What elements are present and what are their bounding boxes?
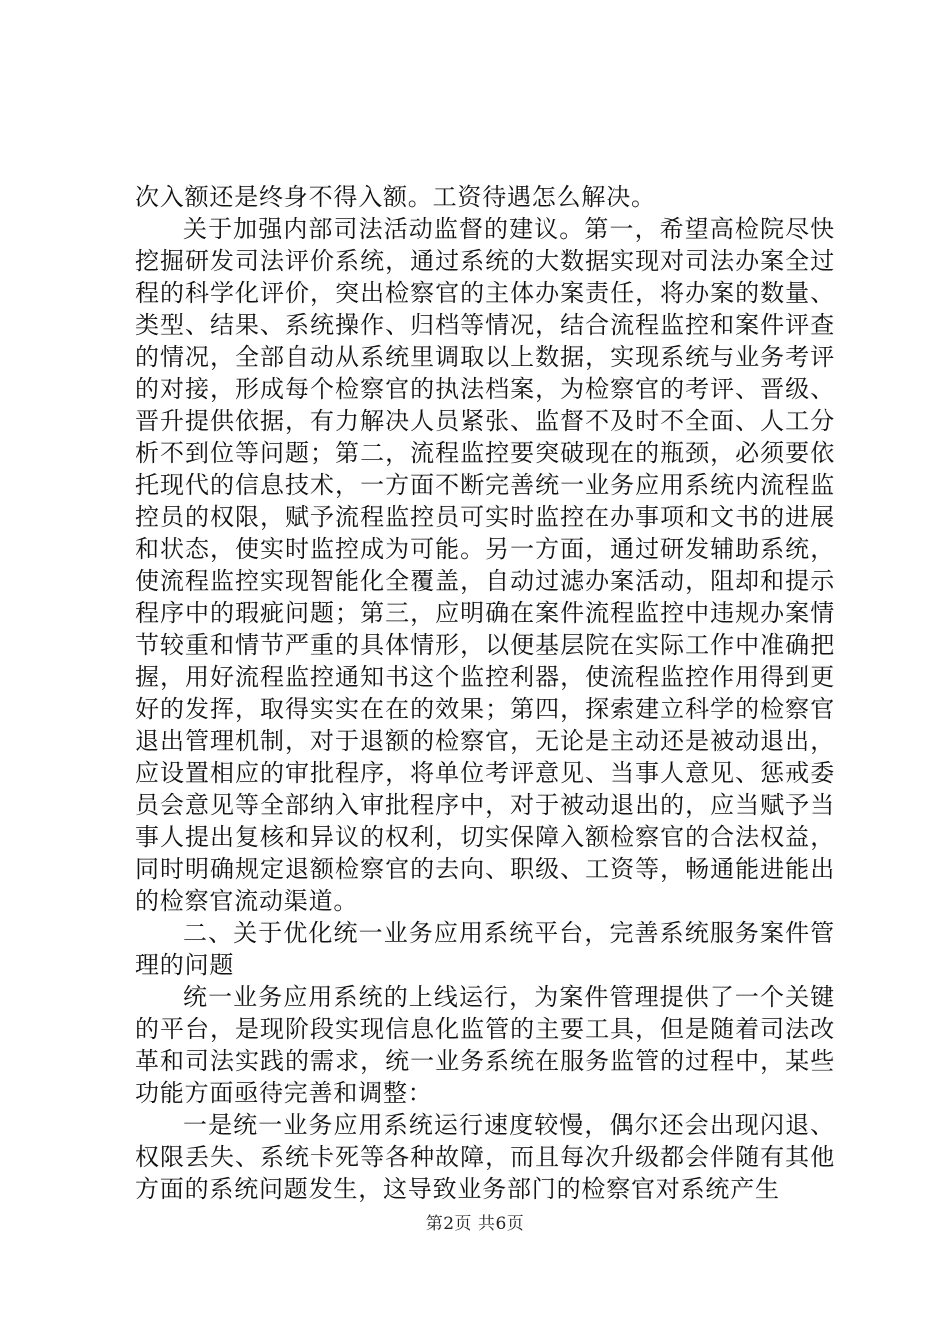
paragraph-continuation: 次入额还是终身不得入额。工资待遇怎么解决。 bbox=[135, 183, 656, 211]
paragraph-supervision-suggestions: 关于加强内部司法活动监督的建议。第一，希望高检院尽快挖掘研发司法评价系统，通过系统的大数据实现对司法办案全过程的科学化评价，突出检察官的主体办案责任，将办案的数量、类型、结果、系统操作、归档等情况，结合流程监控和案件评查的情况，全部自动从系统里调取以上数据，实现系统与业务考评的对接，形成每个检察官的执法档案，为检察官的考评、晋级、晋升提供依据，有力解决人员紧张、监督不及时不全面、人工分析不到位等问题；第二，流程监控要突破现在的瓶颈，必须要依托现代的信息技术，一方面不断完善统一业务应用系统内流程监控员的权限，赋予流程监控员可实时监控在办事项和文书的进展和状态，使实时监控成为可能。另一方面，通过研发辅助系统，使流程监控实现智能化全覆盖，自动过滤办案活动，阻却和提示程序中的瑕疵问题；第三，应明确在案件流程监控中违规办案情节较重和情节严重的具体情形，以便基层院在实际工作中准确把握，用好流程监控通知书这个监控利器，使流程监控作用得到更好的发挥，取得实实在在的效果；第四，探索建立科学的检察官退出管理机制，对于退额的检察官，无论是主动还是被动退出，应设置相应的审批程序，将单位考评意见、当事人意见、惩戒委员会意见等全部纳入审批程序中，对于被动退出的，应当赋予当事人提出复核和异议的权利，切实保障入额检察官的合法权益，同时明确规定退额检察官的去向、职级、工资等，畅通能进能出的检察官流动渠道。 bbox=[135, 215, 835, 915]
page-number: 第2页 共6页 bbox=[425, 1214, 525, 1234]
paragraph-issue-one: 一是统一业务应用系统运行速度较慢，偶尔还会出现闪退、权限丢失、系统卡死等各种故障，而且每次升级都会伴随有其他方面的系统问题发生，这导致业务部门的检察官对系统产生 bbox=[135, 1111, 835, 1203]
section-heading-two: 二、关于优化统一业务应用系统平台，完善系统服务案件管理的问题 bbox=[135, 919, 835, 979]
page-footer bbox=[0, 1213, 950, 1235]
document-body bbox=[135, 181, 835, 1205]
paragraph-system-intro: 统一业务应用系统的上线运行，为案件管理提供了一个关键的平台，是现阶段实现信息化监管的主要工具，但是随着司法改革和司法实践的需求，统一业务系统在服务监管的过程中，某些功能方面亟待完善和调整： bbox=[135, 983, 835, 1107]
